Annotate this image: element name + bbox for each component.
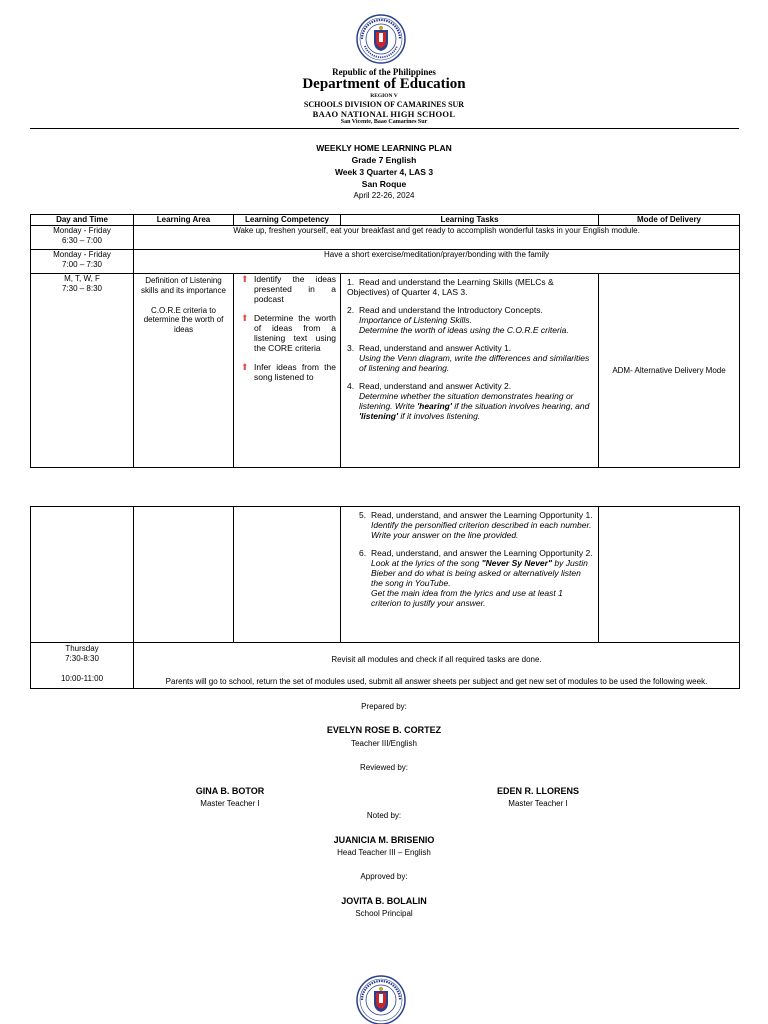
- competency-item: ⬆︎ Identify the ideas presented in a podcast: [238, 274, 336, 304]
- row1-activity: Wake up, freshen yourself, eat your breakfast and get ready to accomplish wonderful tasks in your English module.: [134, 226, 740, 250]
- row2-activity: Have a short exercise/meditation/prayer/bonding with the family: [134, 250, 740, 274]
- task-1: 1. Read and understand the Learning Skills (MELCs & Objectives) of Quarter 4, LAS 3.: [347, 277, 554, 298]
- division-line: SCHOOLS DIVISION OF CAMARINES SUR: [303, 100, 465, 109]
- thursday-time-1: 7:30-8:30: [65, 653, 99, 663]
- arrow-bullet-icon: ⬆︎: [241, 274, 249, 284]
- thursday-day: Thursday: [65, 644, 99, 653]
- prepared-name: EVELYN ROSE B. CORTEZ: [326, 725, 442, 735]
- school-address: San Vicente, Baao Camarines Sur: [340, 119, 428, 125]
- learning-plan-table: [30, 214, 740, 468]
- arrow-bullet-icon: ⬆︎: [241, 313, 249, 324]
- reviewed-label: Reviewed by:: [359, 763, 409, 772]
- plan-section: San Roque: [361, 179, 407, 189]
- prepared-label: Prepared by:: [361, 702, 407, 711]
- learning-area-core: C.O.R.E criteria to determine the worth of ideas: [143, 305, 224, 334]
- deped-seal-icon: [356, 975, 406, 1024]
- task-2: 2. Read and understand the Introductory Concepts. Importance of Listening Skills. Determine the worth of ideas using the C.O.R.E criteria.: [347, 305, 569, 336]
- reviewer-1-title: Master Teacher I: [200, 799, 260, 808]
- plan-dates: April 22-26, 2024: [353, 191, 415, 200]
- prepared-title: Teacher III/English: [351, 739, 417, 748]
- approved-name: JOVITA B. BOLALIN: [341, 896, 427, 906]
- table-row: [31, 507, 740, 643]
- reviewer-2-title: Master Teacher I: [508, 799, 568, 808]
- competency-item: ⬆︎ Determine the worth of ideas from a listening text using the CORE criteria: [238, 313, 336, 353]
- republic-line: Republic of the Philippines: [332, 67, 436, 77]
- competency-item: ⬆︎ Infer ideas from the song listened to: [238, 362, 336, 382]
- thursday-activity-1: Revisit all modules and check if all required tasks are done.: [331, 655, 542, 664]
- plan-title: WEEKLY HOME LEARNING PLAN: [316, 143, 452, 153]
- thursday-activity-2: Parents will go to school, return the set of modules used, submit all answer sheets per subject and get new set of modules to be used the following week.: [165, 676, 708, 686]
- task-5: 5. Read, understand, and answer the Learning Opportunity 1. Identify the personified criterion described in each number. Write your answer on the line provided.: [359, 510, 593, 541]
- table-row: [31, 250, 740, 274]
- approved-label: Approved by:: [360, 872, 408, 881]
- header-learning-competency: Learning Competency: [234, 215, 341, 226]
- row3-day: M, T, W, F: [64, 274, 100, 283]
- noted-title: Head Teacher III – English: [337, 848, 431, 857]
- row2-time: 7:00 – 7:30: [61, 259, 103, 269]
- row1-time: 6:30 – 7:00: [61, 235, 103, 245]
- row3-time: 7:30 – 8:30: [61, 283, 103, 293]
- header-mode-of-delivery: Mode of Delivery: [599, 215, 740, 226]
- reviewer-2-name: EDEN R. LLORENS: [496, 786, 579, 796]
- table-header-row: [31, 215, 740, 226]
- task-6: 6. Read, understand, and answer the Learning Opportunity 2. Look at the lyrics of the song "Never Sy Never" by Justin Bieber and do what is being asked or alternatively listen the song in YouTube. Get the main idea from the lyrics and use at least 1 criterion to justify your answer.: [359, 548, 593, 609]
- header-learning-tasks: Learning Tasks: [341, 215, 599, 226]
- row2-day: Monday - Friday: [53, 250, 111, 259]
- table-row: [31, 226, 740, 250]
- region-line: REGION V: [370, 93, 398, 99]
- school-name: BAAO NATIONAL HIGH SCHOOL: [312, 109, 456, 119]
- mode-of-delivery: ADM- Alternative Delivery Mode: [599, 274, 740, 468]
- noted-label: Noted by:: [366, 811, 402, 820]
- arrow-bullet-icon: ⬆︎: [241, 362, 249, 373]
- thursday-time-2: 10:00-11:00: [60, 673, 104, 683]
- learning-plan-table-continued: [30, 506, 740, 689]
- table-row: [31, 643, 740, 689]
- reviewer-1-name: GINA B. BOTOR: [195, 786, 265, 796]
- plan-grade: Grade 7 English: [351, 155, 417, 165]
- task-3: 3. Read, understand and answer Activity 1. Using the Venn diagram, write the differences and similarities of listening and hearing.: [347, 343, 590, 374]
- approved-title: School Principal: [355, 909, 413, 918]
- plan-week: Week 3 Quarter 4, LAS 3: [334, 167, 434, 177]
- header-learning-area: Learning Area: [134, 215, 234, 226]
- learning-tasks-cell: [341, 507, 599, 643]
- header-day-time: Day and Time: [31, 215, 134, 226]
- deped-seal-icon: [356, 14, 406, 64]
- learning-area-definition: Definition of Listening skills and its importance: [141, 276, 226, 295]
- department-title: Department of Education: [302, 76, 466, 92]
- noted-name: JUANICIA M. BRISENIO: [333, 835, 435, 845]
- table-row: [31, 274, 740, 468]
- header-divider: [30, 128, 739, 129]
- learning-tasks-cell: [341, 274, 599, 468]
- row1-day: Monday - Friday: [53, 226, 111, 235]
- task-4: 4. Read, understand and answer Activity 2. Determine whether the situation demonstrates hearing or listening. Write 'hearing' if the situation involves hearing, and 'listening' if it involves listening.: [347, 381, 590, 422]
